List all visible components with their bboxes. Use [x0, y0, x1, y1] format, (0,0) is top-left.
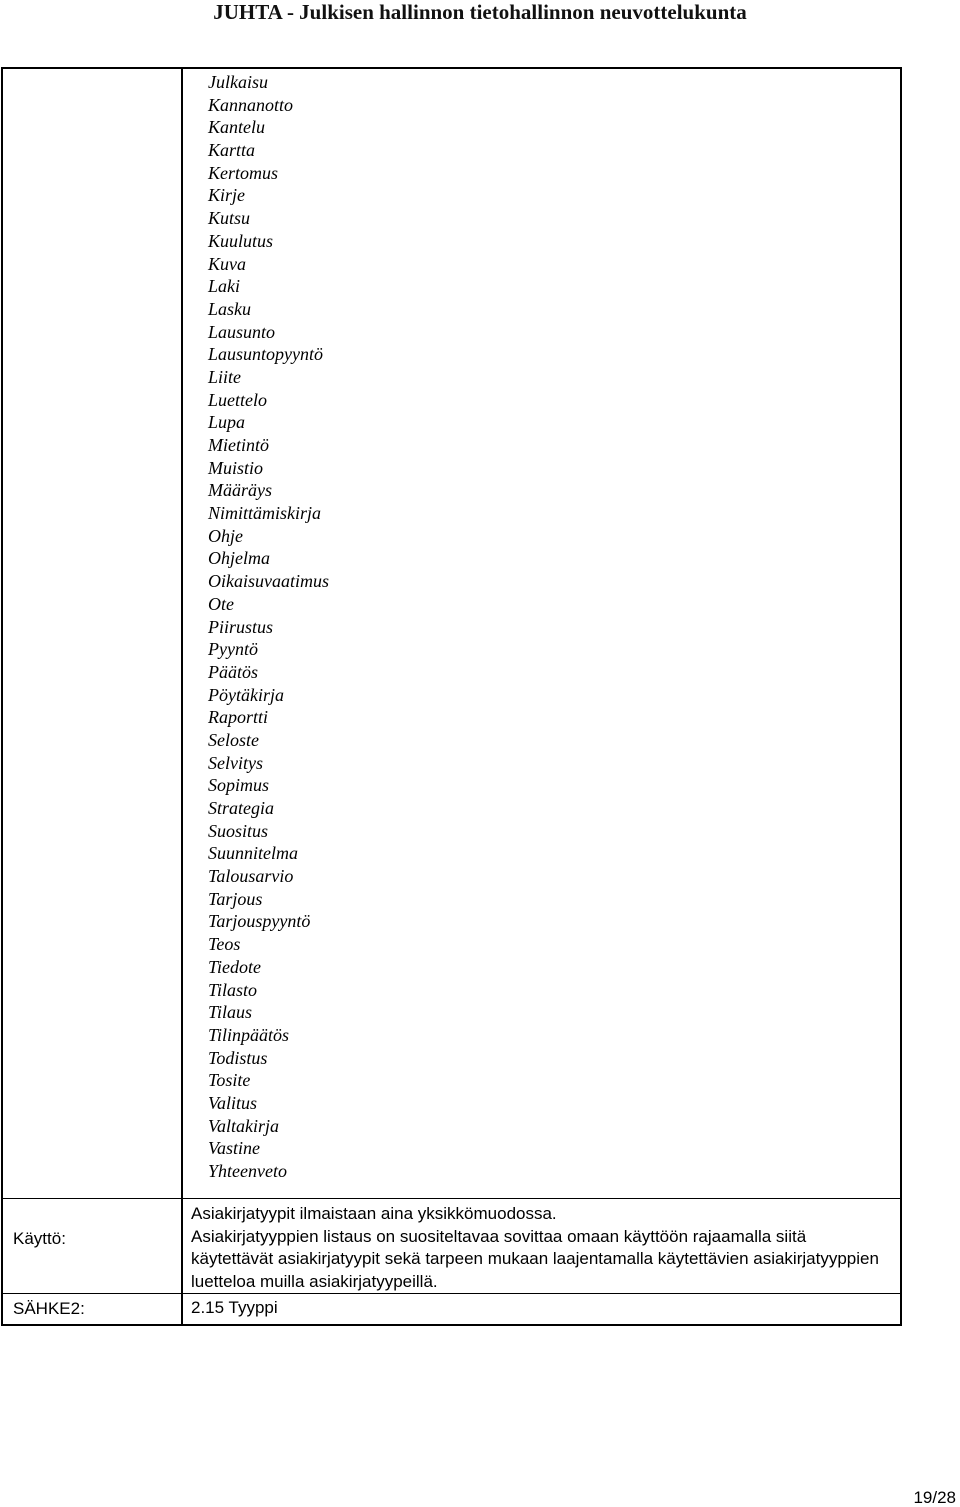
document-type-item: Suunnitelma	[208, 843, 298, 864]
usage-content	[191, 1203, 891, 1293]
document-type-item: Suositus	[208, 820, 269, 841]
definition-table	[1, 67, 902, 1326]
document-type-item: Tilaus	[208, 1002, 253, 1023]
document-type-item: Kuva	[208, 253, 246, 274]
page-header-title: JUHTA - Julkisen hallinnon tietohallinnon neuvottelukunta	[213, 0, 747, 24]
document-type-item: Yhteenveto	[208, 1161, 287, 1181]
page-number: 19/28	[913, 1488, 956, 1507]
document-type-item: Raportti	[208, 707, 269, 728]
document-type-item: Liite	[208, 366, 242, 387]
document-type-item: Pöytäkirja	[208, 684, 284, 705]
document-type-item: Kannanotto	[208, 94, 294, 115]
document-type-item: Lausunto	[208, 321, 276, 342]
document-type-item: Sopimus	[208, 775, 270, 796]
document-type-item: Tarjous	[208, 888, 263, 909]
usage-line-1: Asiakirjatyypit ilmaistaan aina yksikkömuodossa.	[191, 1204, 557, 1223]
sahke-value: 2.15 Tyyppi	[191, 1298, 278, 1317]
document-type-item: Pyyntö	[208, 639, 258, 660]
document-type-item: Vastine	[208, 1138, 260, 1159]
document-type-item: Nimittämiskirja	[208, 503, 322, 524]
document-type-item: Valitus	[208, 1092, 258, 1113]
sahke-label: SÄHKE2:	[13, 1299, 85, 1318]
usage-line-2: Asiakirjatyyppien listaus on suositeltavaa sovittaa omaan käyttöön rajaamalla siitä käytettävät asiakirjatyypit sekä tarpeen mukaan laajentamalla käytettävien asiakirjatyyppien luetteloa muilla asiakirjatyypeillä.	[191, 1226, 879, 1291]
document-type-item: Lupa	[208, 412, 246, 433]
document-type-item: Ohje	[208, 525, 243, 546]
document-type-item: Ote	[208, 593, 234, 614]
document-type-item: Määräys	[208, 480, 272, 501]
document-type-item: Ohjelma	[208, 548, 270, 569]
document-type-item: Todistus	[208, 1047, 268, 1068]
document-type-item: Kirje	[208, 185, 246, 206]
document-type-item: Kertomus	[208, 162, 279, 183]
document-type-item: Päätös	[208, 661, 259, 682]
document-type-item: Tarjouspyyntö	[208, 911, 311, 932]
document-type-item: Tosite	[208, 1070, 251, 1091]
usage-label: Käyttö:	[13, 1229, 66, 1248]
document-type-item: Kutsu	[208, 208, 251, 229]
document-type-item: Seloste	[208, 729, 259, 750]
document-type-item: Selvitys	[208, 752, 263, 773]
document-type-item: Kuulutus	[208, 230, 274, 251]
row-divider-usage	[3, 1198, 900, 1199]
document-type-item: Tilasto	[208, 979, 258, 1000]
document-type-item: Lasku	[208, 298, 252, 319]
document-type-list	[208, 71, 329, 1183]
document-type-item: Tiedote	[208, 956, 261, 977]
document-type-item: Kartta	[208, 140, 256, 161]
document-type-item: Kantelu	[208, 117, 265, 138]
document-type-item: Tilinpäätös	[208, 1024, 290, 1045]
document-type-item: Talousarvio	[208, 866, 294, 887]
document-type-item: Laki	[208, 276, 241, 297]
document-type-item: Julkaisu	[208, 72, 268, 92]
document-type-item: Valtakirja	[208, 1115, 279, 1136]
document-type-item: Lausuntopyyntö	[208, 344, 323, 365]
document-type-item: Mietintö	[208, 435, 269, 455]
document-type-item: Oikaisuvaatimus	[208, 571, 329, 592]
column-divider	[181, 69, 183, 1324]
document-type-item: Strategia	[208, 798, 274, 818]
document-type-item: Muistio	[208, 457, 264, 478]
document-type-item: Teos	[208, 934, 241, 955]
document-type-item: Luettelo	[208, 389, 267, 410]
row-divider-sahke	[3, 1293, 900, 1294]
document-type-item: Piirustus	[208, 616, 274, 637]
